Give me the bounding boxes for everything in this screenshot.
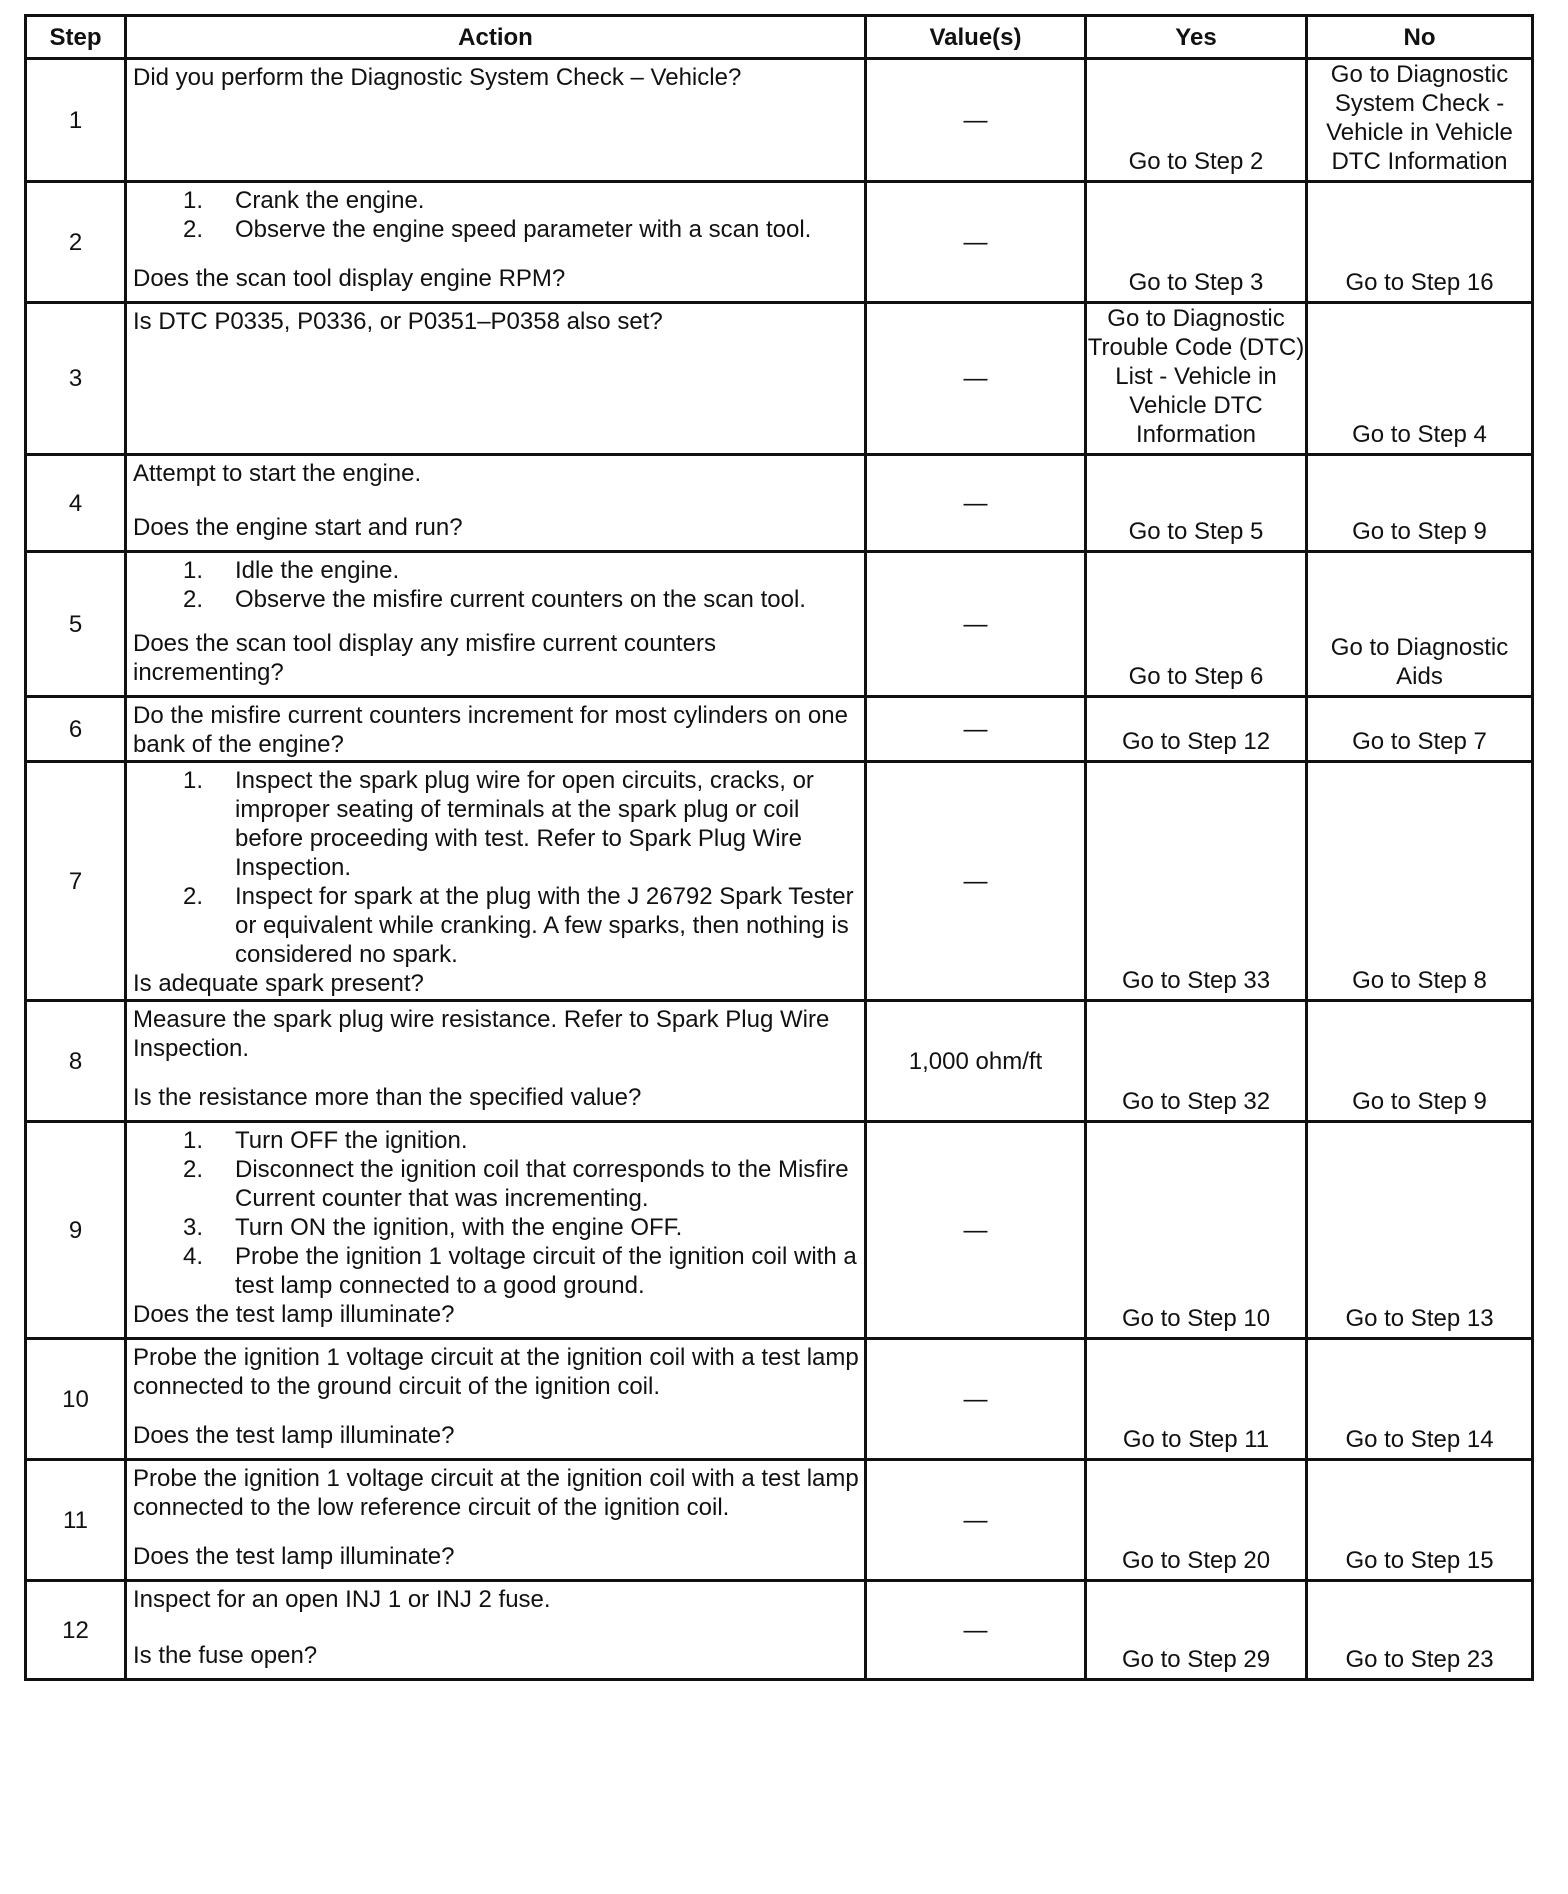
action-intro-text: Is DTC P0335, P0336, or P0351–P0358 also set? <box>133 308 663 335</box>
action-content <box>127 1123 864 1333</box>
header-step: Step <box>26 16 126 59</box>
action-content <box>127 1461 864 1575</box>
no-result-cell: Go to Step 15 <box>1307 1460 1533 1581</box>
action-top <box>133 556 860 614</box>
procedure-item-text: Disconnect the ignition coil that corresponds to the Misfire Current counter that was incrementing. <box>235 1156 849 1212</box>
no-result-cell: Go to Step 13 <box>1307 1122 1533 1339</box>
no-result-cell: Go to Step 8 <box>1307 762 1533 1001</box>
action-cell <box>126 1122 866 1339</box>
procedure-item-text: Turn OFF the ignition. <box>235 1127 468 1154</box>
step-number-cell: 12 <box>26 1581 126 1680</box>
no-result-cell: Go to Step 14 <box>1307 1339 1533 1460</box>
step-number-cell: 6 <box>26 697 126 762</box>
no-result-cell: Go to Step 9 <box>1307 455 1533 552</box>
action-intro-text: Probe the ignition 1 voltage circuit at the ignition coil with a test lamp connected to the low reference circuit of the ignition coil. <box>133 1465 859 1521</box>
action-content <box>127 60 864 164</box>
action-intro-text: Did you perform the Diagnostic System Check – Vehicle? <box>133 64 742 91</box>
value-cell: — <box>866 1339 1086 1460</box>
procedure-item-number: 1. <box>183 1127 204 1154</box>
action-intro-text: Do the misfire current counters increment for most cylinders on one bank of the engine? <box>133 702 848 758</box>
step-number-cell: 8 <box>26 1001 126 1122</box>
action-content <box>127 553 864 691</box>
procedure-item <box>133 585 860 614</box>
value-cell: 1,000 ohm/ft <box>866 1001 1086 1122</box>
yes-result-cell: Go to Step 10 <box>1086 1122 1307 1339</box>
action-question-text: Does the test lamp illuminate? <box>133 1543 455 1570</box>
value-cell: — <box>866 1460 1086 1581</box>
table-row <box>26 59 1533 182</box>
action-cell <box>126 1339 866 1460</box>
step-number-cell: 10 <box>26 1339 126 1460</box>
action-content <box>127 763 864 995</box>
action-top <box>133 1126 860 1300</box>
yes-result-cell: Go to Step 11 <box>1086 1339 1307 1460</box>
step-number-cell: 3 <box>26 303 126 455</box>
procedure-item <box>133 1155 860 1213</box>
value-cell: — <box>866 1581 1086 1680</box>
action-question-text: Does the scan tool display any misfire current counters incrementing? <box>133 630 716 686</box>
procedure-item <box>133 1213 860 1242</box>
table-row <box>26 455 1533 552</box>
table-row <box>26 1460 1533 1581</box>
table-row <box>26 1339 1533 1460</box>
step-number-cell: 9 <box>26 1122 126 1339</box>
procedure-item-number: 1. <box>183 187 204 214</box>
action-top <box>133 701 860 759</box>
action-cell <box>126 762 866 1001</box>
action-content <box>127 1002 864 1116</box>
value-cell: — <box>866 762 1086 1001</box>
table-row <box>26 303 1533 455</box>
yes-result-cell: Go to Step 33 <box>1086 762 1307 1001</box>
step-number-cell: 4 <box>26 455 126 552</box>
action-intro-text: Inspect for an open INJ 1 or INJ 2 fuse. <box>133 1586 551 1613</box>
procedure-item-text: Idle the engine. <box>235 557 400 584</box>
yes-result-cell: Go to Step 5 <box>1086 455 1307 552</box>
no-result-cell: Go to Step 23 <box>1307 1581 1533 1680</box>
procedure-item-number: 2. <box>183 1156 204 1183</box>
procedure-item-number: 2. <box>183 216 204 243</box>
action-question-text: Does the test lamp illuminate? <box>133 1422 455 1449</box>
action-intro-text: Attempt to start the engine. <box>133 460 422 487</box>
procedure-item <box>133 1126 860 1155</box>
value-cell: — <box>866 697 1086 762</box>
action-cell <box>126 697 866 762</box>
action-content <box>127 698 864 756</box>
yes-result-cell: Go to Step 12 <box>1086 697 1307 762</box>
yes-result-cell: Go to Diagnostic Trouble Code (DTC) List - Vehicle in Vehicle DTC Information <box>1086 303 1307 455</box>
header-value: Value(s) <box>866 16 1086 59</box>
step-number-cell: 1 <box>26 59 126 182</box>
value-cell: — <box>866 303 1086 455</box>
action-content <box>127 183 864 297</box>
procedure-item-number: 3. <box>183 1214 204 1241</box>
procedure-item-text: Observe the engine speed parameter with a scan tool. <box>235 216 812 243</box>
procedure-item-number: 2. <box>183 883 204 910</box>
action-question-text: Does the test lamp illuminate? <box>133 1301 455 1328</box>
action-top <box>133 63 860 92</box>
yes-result-cell: Go to Step 6 <box>1086 552 1307 697</box>
diagnostic-table <box>24 14 1534 1681</box>
action-content <box>127 1340 864 1454</box>
action-cell <box>126 552 866 697</box>
value-cell: — <box>866 455 1086 552</box>
procedure-item <box>133 186 860 215</box>
action-cell <box>126 303 866 455</box>
yes-result-cell: Go to Step 2 <box>1086 59 1307 182</box>
no-result-cell: Go to Diagnostic System Check - Vehicle in Vehicle DTC Information <box>1307 59 1533 182</box>
procedure-item <box>133 882 860 969</box>
action-cell <box>126 1460 866 1581</box>
header-no: No <box>1307 16 1533 59</box>
procedure-item-text: Inspect the spark plug wire for open circuits, cracks, or improper seating of terminals at the spark plug or coil before proceeding with test. Refer to Spark Plug Wire Inspection. <box>235 767 814 881</box>
table-row <box>26 697 1533 762</box>
no-result-cell: Go to Diagnostic Aids <box>1307 552 1533 697</box>
procedure-list <box>133 766 860 969</box>
action-question-text: Does the scan tool display engine RPM? <box>133 265 566 292</box>
yes-result-cell: Go to Step 20 <box>1086 1460 1307 1581</box>
action-top <box>133 307 860 336</box>
no-result-cell: Go to Step 7 <box>1307 697 1533 762</box>
action-intro-text: Probe the ignition 1 voltage circuit at the ignition coil with a test lamp connected to the ground circuit of the ignition coil. <box>133 1344 859 1400</box>
action-content <box>127 1582 864 1674</box>
procedure-list <box>133 186 860 244</box>
action-top <box>133 1585 860 1614</box>
procedure-item-number: 1. <box>183 557 204 584</box>
action-question-text: Is adequate spark present? <box>133 970 424 997</box>
table-row <box>26 552 1533 697</box>
value-cell: — <box>866 552 1086 697</box>
procedure-list <box>133 556 860 614</box>
action-cell <box>126 455 866 552</box>
procedure-item <box>133 766 860 882</box>
step-number-cell: 7 <box>26 762 126 1001</box>
procedure-item <box>133 215 860 244</box>
yes-result-cell: Go to Step 32 <box>1086 1001 1307 1122</box>
table-row <box>26 1001 1533 1122</box>
action-question-text: Does the engine start and run? <box>133 514 463 541</box>
procedure-item-text: Crank the engine. <box>235 187 425 214</box>
yes-result-cell: Go to Step 29 <box>1086 1581 1307 1680</box>
procedure-item-text: Inspect for spark at the plug with the J 26792 Spark Tester or equivalent while cranking. A few sparks, then nothing is considered no spark. <box>235 883 854 968</box>
action-content <box>127 456 864 546</box>
action-top <box>133 186 860 244</box>
procedure-item-number: 2. <box>183 586 204 613</box>
action-question-text: Is the fuse open? <box>133 1642 318 1669</box>
step-number-cell: 2 <box>26 182 126 303</box>
action-question-text: Is the resistance more than the specified value? <box>133 1084 642 1111</box>
procedure-item <box>133 1242 860 1300</box>
value-cell: — <box>866 182 1086 303</box>
action-cell <box>126 1001 866 1122</box>
procedure-item-text: Observe the misfire current counters on the scan tool. <box>235 586 806 613</box>
table-row <box>26 1581 1533 1680</box>
yes-result-cell: Go to Step 3 <box>1086 182 1307 303</box>
step-number-cell: 5 <box>26 552 126 697</box>
step-number-cell: 11 <box>26 1460 126 1581</box>
action-top <box>133 459 860 488</box>
table-body <box>26 59 1533 1680</box>
value-cell: — <box>866 1122 1086 1339</box>
procedure-item <box>133 556 860 585</box>
header-yes: Yes <box>1086 16 1307 59</box>
no-result-cell: Go to Step 16 <box>1307 182 1533 303</box>
action-top <box>133 1005 860 1063</box>
action-top <box>133 1343 860 1401</box>
header-row <box>26 16 1533 59</box>
action-top <box>133 766 860 969</box>
action-cell <box>126 1581 866 1680</box>
value-cell: — <box>866 59 1086 182</box>
table-row <box>26 1122 1533 1339</box>
action-cell <box>126 182 866 303</box>
procedure-item-number: 4. <box>183 1243 204 1270</box>
no-result-cell: Go to Step 4 <box>1307 303 1533 455</box>
procedure-item-text: Probe the ignition 1 voltage circuit of the ignition coil with a test lamp connected to a good ground. <box>235 1243 857 1299</box>
header-action: Action <box>126 16 866 59</box>
action-cell <box>126 59 866 182</box>
action-intro-text: Measure the spark plug wire resistance. Refer to Spark Plug Wire Inspection. <box>133 1006 830 1062</box>
action-content <box>127 304 864 434</box>
no-result-cell: Go to Step 9 <box>1307 1001 1533 1122</box>
table-row <box>26 182 1533 303</box>
table-row <box>26 762 1533 1001</box>
procedure-item-text: Turn ON the ignition, with the engine OFF. <box>235 1214 683 1241</box>
procedure-list <box>133 1126 860 1300</box>
action-top <box>133 1464 860 1522</box>
procedure-item-number: 1. <box>183 767 204 794</box>
